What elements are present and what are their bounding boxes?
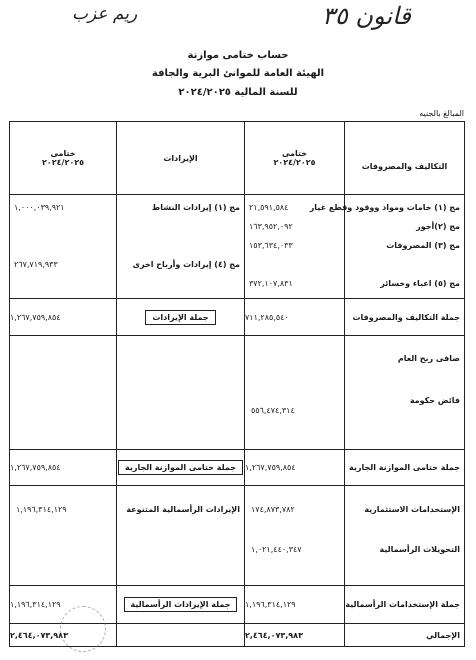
official-seal-stamp [60,606,106,652]
details-row [10,195,465,299]
expense-line-4 [345,255,464,274]
investments-label: الإستخدامات الاستثمارية [364,505,460,514]
handwritten-law-number: قانون ٣٥ [322,2,411,30]
expense-value-1: ٢١,٥٩١,٥٨٤ [249,203,289,212]
grand-total-rev-value: ٢,٤٦٤,٠٧٣,٩٨٣ [10,624,117,647]
header-final-rev: ختامى [50,149,76,158]
header-expenses: التكاليف والمصروفات [361,161,448,171]
capital-revenues-total-label: جملة الإيرادات الرأسمالية [124,597,238,612]
expense-line-2: مج (٢)أجور [416,222,460,231]
total-revenues-value: ١,٢٦٧,٧٥٩,٨٥٤ [10,299,117,336]
capital-row [10,486,465,586]
surplus-value: ٥٥٦,٤٧٤,٣١٤ [251,406,295,415]
expense-value-2: ١٦٣,٩٥٢,٠٩٢ [249,222,293,231]
expense-value-3: ١٥٣,٦٣٤,٠٣٣ [249,241,293,250]
current-budget-rev-value: ١,٢٦٧,٧٥٩,٨٥٤ [10,450,117,486]
grand-total-exp-value: ٢,٤٦٤,٠٧٣,٩٨٣ [245,624,345,647]
table-header-row [10,122,465,195]
surplus-label: فائض حكومة [409,396,460,405]
revenue-line-1: مج (١) إيرادات النشاط [151,203,240,212]
capital-revenues-value: ١,١٩٦,٣١٤,١٢٩ [16,505,67,514]
revenue-line-3 [117,236,244,255]
expense-line-1: مج (١) خامات ومواد ووقود وقطع غيار [309,203,460,212]
net-profit-row [10,336,465,450]
amounts-unit-note: المبالغ بالجنيه [419,109,464,118]
revenue-value-1: ١,٠٠٠,٠٣٩,٩٢١ [14,203,65,212]
current-budget-exp-value: ١,٢٦٧,٧٥٩,٨٥٤ [245,450,345,486]
investments-value: ١٧٤,٨٧٣,٧٨٢ [251,505,295,514]
revenue-value-4: ٢٦٧,٧١٩,٩٣٣ [14,260,58,269]
revenue-value-2 [10,217,116,236]
totals-row [10,299,465,336]
capital-uses-total-label: جملة الإستخدامات الرأسمالية [345,586,465,624]
expense-line-5: مج (٥) اعباء وخسائر [380,279,460,288]
current-budget-exp-label: جملة ختامى الموازنة الجارية [345,450,465,486]
capital-transfers-label: التحويلات الرأسمالية [379,545,460,554]
grand-total-label: الإجمالي [345,624,465,647]
expense-value-5: ٣٧٢,١٠٧,٨٣١ [249,279,293,288]
handwritten-name: ريم عزب [72,4,138,24]
doc-authority: الهيئة العامة للموانئ البرية والجافة [151,68,325,79]
header-revenues: الإيرادات [163,153,198,163]
capital-revenues-label: الإيرادات الرأسمالية المتنوعة [126,505,240,514]
doc-fiscal-year: للسنة المالية ٢٠٢٤/٢٠٢٥ [178,87,298,98]
total-expenses-label: جملة التكاليف والمصروفات [345,299,465,336]
capital-transfers-value: ١,٠٢١,٤٤٠,٣٤٧ [251,545,302,554]
header-year-exp: ٢٠٢٤/٢٠٢٥ [273,158,316,167]
doc-title: حساب ختامى موازنة [187,50,289,61]
header-year-rev: ٢٠٢٤/٢٠٢٥ [42,158,84,167]
revenue-line-4: مج (٤) إيرادات وأرباح اخرى [132,260,240,269]
current-budget-rev-label: جملة ختامى الموازنة الجارية [118,460,243,475]
total-expenses-value: ٧١١,٢٨٥,٥٤٠ [245,299,345,336]
revenue-value-3 [10,236,116,255]
header-final-exp: ختامى [281,149,308,158]
revenue-line-2 [117,217,244,236]
financial-statement-table [9,121,465,647]
capital-revenues-total-value: ١,١٩٦,٣١٤,١٢٩ [10,586,117,624]
current-budget-row [10,450,465,486]
expense-line-3: مج (٣) المصروفات [386,241,460,250]
expense-value-4 [245,255,344,274]
total-revenues-label: جملة الإيرادات [145,310,215,325]
net-profit-label: صافى ربح العام [397,354,460,363]
capital-uses-total-value: ١,١٩٦,٣١٤,١٢٩ [245,586,345,624]
